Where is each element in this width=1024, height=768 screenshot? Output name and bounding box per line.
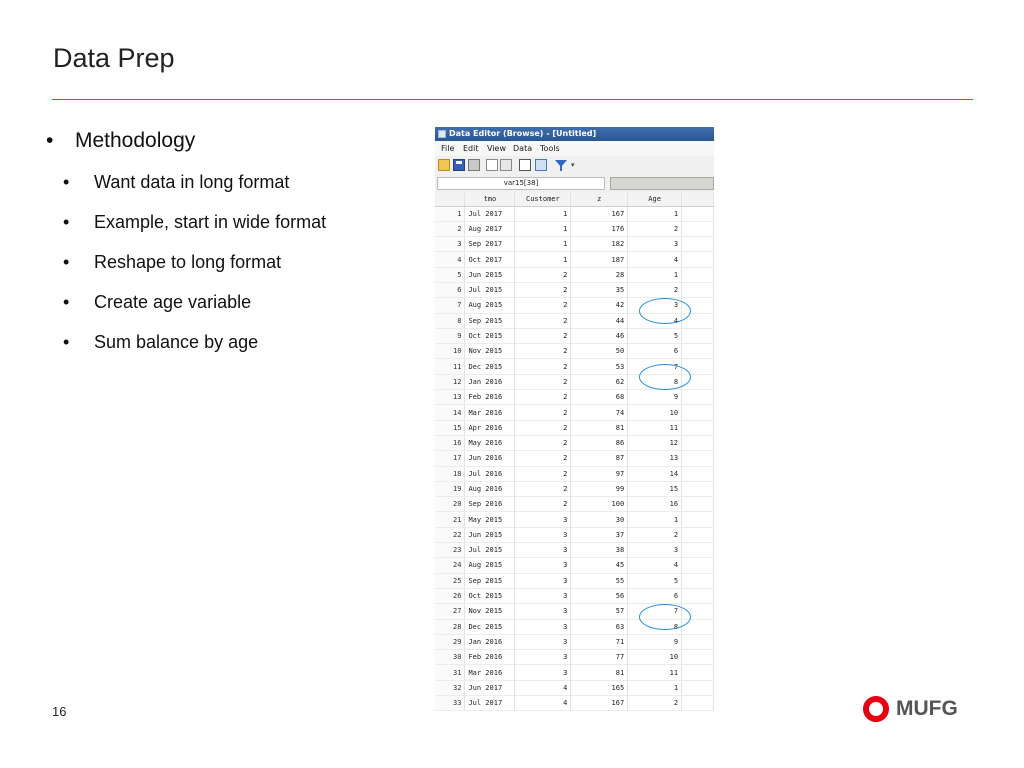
age-cell[interactable]: 15 xyxy=(628,481,682,496)
customer-cell[interactable]: 2 xyxy=(515,451,571,466)
customer-cell[interactable]: 2 xyxy=(515,466,571,481)
variable-bar xyxy=(435,175,714,193)
row-number-cell[interactable]: 17 xyxy=(435,451,465,466)
bullet-dot: • xyxy=(63,292,70,312)
column-header-empty xyxy=(682,193,714,206)
row-number-cell[interactable]: 1 xyxy=(435,206,465,221)
z-cell[interactable]: 53 xyxy=(571,359,628,374)
empty-cell[interactable] xyxy=(682,405,714,420)
sub-bullet-text: Create age variable xyxy=(94,292,252,312)
empty-cell[interactable] xyxy=(682,252,714,267)
customer-cell[interactable]: 2 xyxy=(515,359,571,374)
row-number-cell[interactable]: 11 xyxy=(435,359,465,374)
age-cell[interactable]: 7 xyxy=(628,604,682,619)
age-cell[interactable]: 2 xyxy=(628,282,682,297)
dropdown-icon[interactable]: ▾ xyxy=(571,161,575,169)
tmo-cell[interactable]: Oct 2017 xyxy=(465,252,515,267)
age-cell[interactable]: 3 xyxy=(628,298,682,313)
customer-cell[interactable]: 3 xyxy=(515,604,571,619)
empty-cell[interactable] xyxy=(682,344,714,359)
column-header-z[interactable]: z xyxy=(571,193,628,206)
tmo-cell[interactable]: Jul 2015 xyxy=(465,282,515,297)
customer-cell[interactable]: 3 xyxy=(515,588,571,603)
mufg-logo xyxy=(862,694,974,724)
tmo-cell[interactable]: Oct 2015 xyxy=(465,328,515,343)
table-row[interactable] xyxy=(435,451,714,466)
empty-cell[interactable] xyxy=(682,497,714,512)
row-number-cell[interactable]: 16 xyxy=(435,435,465,450)
table-row[interactable] xyxy=(435,481,714,496)
table-row[interactable] xyxy=(435,497,714,512)
empty-cell[interactable] xyxy=(682,298,714,313)
z-cell[interactable]: 99 xyxy=(571,481,628,496)
title-divider xyxy=(52,99,973,100)
empty-cell[interactable] xyxy=(682,237,714,252)
column-header-customer[interactable]: Customer xyxy=(515,193,571,206)
empty-cell[interactable] xyxy=(682,221,714,236)
z-cell[interactable]: 30 xyxy=(571,512,628,527)
customer-cell[interactable]: 3 xyxy=(515,619,571,634)
row-number-cell[interactable]: 33 xyxy=(435,696,465,711)
page-number: 16 xyxy=(52,704,67,719)
customer-cell[interactable]: 1 xyxy=(515,237,571,252)
customer-cell[interactable]: 2 xyxy=(515,405,571,420)
table-row[interactable] xyxy=(435,359,714,374)
bullet-dot: • xyxy=(63,332,70,352)
empty-cell[interactable] xyxy=(682,390,714,405)
customer-cell[interactable]: 2 xyxy=(515,481,571,496)
z-cell[interactable]: 68 xyxy=(571,390,628,405)
row-number-cell[interactable]: 32 xyxy=(435,680,465,695)
copy-icon[interactable] xyxy=(486,159,498,171)
customer-cell[interactable]: 2 xyxy=(515,497,571,512)
row-number-cell[interactable]: 7 xyxy=(435,298,465,313)
table-row[interactable] xyxy=(435,221,714,236)
z-cell[interactable]: 63 xyxy=(571,619,628,634)
customer-cell[interactable]: 2 xyxy=(515,374,571,389)
age-cell[interactable]: 3 xyxy=(628,237,682,252)
data-editor-icon xyxy=(438,130,446,138)
row-number-cell[interactable]: 18 xyxy=(435,466,465,481)
table-row[interactable] xyxy=(435,512,714,527)
table-row[interactable] xyxy=(435,634,714,649)
age-cell[interactable]: 4 xyxy=(628,252,682,267)
z-cell[interactable]: 81 xyxy=(571,420,628,435)
z-cell[interactable]: 37 xyxy=(571,527,628,542)
age-cell[interactable]: 9 xyxy=(628,634,682,649)
row-number-cell[interactable]: 19 xyxy=(435,481,465,496)
tmo-cell[interactable]: Jul 2017 xyxy=(465,206,515,221)
tmo-cell[interactable]: May 2015 xyxy=(465,512,515,527)
tmo-cell[interactable]: Sep 2015 xyxy=(465,573,515,588)
age-cell[interactable]: 6 xyxy=(628,588,682,603)
age-cell[interactable]: 1 xyxy=(628,512,682,527)
tmo-cell[interactable]: Aug 2015 xyxy=(465,298,515,313)
row-number-cell[interactable]: 24 xyxy=(435,558,465,573)
table-row[interactable] xyxy=(435,527,714,542)
z-cell[interactable]: 167 xyxy=(571,696,628,711)
age-cell[interactable]: 6 xyxy=(628,344,682,359)
age-cell[interactable]: 14 xyxy=(628,466,682,481)
age-cell[interactable]: 8 xyxy=(628,374,682,389)
row-number-cell[interactable]: 29 xyxy=(435,634,465,649)
empty-cell[interactable] xyxy=(682,451,714,466)
empty-cell[interactable] xyxy=(682,696,714,711)
customer-cell[interactable]: 3 xyxy=(515,650,571,665)
menu-edit[interactable]: Edit xyxy=(463,144,479,153)
tmo-cell[interactable]: Nov 2015 xyxy=(465,344,515,359)
empty-cell[interactable] xyxy=(682,466,714,481)
empty-cell[interactable] xyxy=(682,558,714,573)
row-number-cell[interactable]: 2 xyxy=(435,221,465,236)
z-cell[interactable]: 100 xyxy=(571,497,628,512)
mufg-ring-icon xyxy=(863,696,889,722)
customer-cell[interactable]: 3 xyxy=(515,634,571,649)
table-row[interactable] xyxy=(435,573,714,588)
empty-cell[interactable] xyxy=(682,481,714,496)
z-cell[interactable]: 46 xyxy=(571,328,628,343)
table-row[interactable] xyxy=(435,665,714,680)
z-cell[interactable]: 56 xyxy=(571,588,628,603)
table-row[interactable] xyxy=(435,696,714,711)
empty-cell[interactable] xyxy=(682,634,714,649)
table-row[interactable] xyxy=(435,619,714,634)
empty-cell[interactable] xyxy=(682,573,714,588)
menu-file[interactable]: File xyxy=(441,144,455,153)
row-number-cell[interactable]: 30 xyxy=(435,650,465,665)
slide-title: Data Prep xyxy=(53,43,175,73)
empty-cell[interactable] xyxy=(682,527,714,542)
table-row[interactable] xyxy=(435,206,714,221)
empty-cell[interactable] xyxy=(682,282,714,297)
browse-mode-icon[interactable] xyxy=(535,159,547,171)
mufg-wordmark: MUFG xyxy=(896,697,958,720)
customer-cell[interactable]: 3 xyxy=(515,665,571,680)
z-cell[interactable]: 45 xyxy=(571,558,628,573)
table-body xyxy=(435,206,714,711)
age-cell[interactable]: 4 xyxy=(628,313,682,328)
empty-cell[interactable] xyxy=(682,206,714,221)
z-cell[interactable]: 71 xyxy=(571,634,628,649)
z-cell[interactable]: 50 xyxy=(571,344,628,359)
row-number-cell[interactable]: 26 xyxy=(435,588,465,603)
row-number-cell[interactable]: 13 xyxy=(435,390,465,405)
table-row[interactable] xyxy=(435,650,714,665)
customer-cell[interactable]: 2 xyxy=(515,435,571,450)
age-cell[interactable]: 12 xyxy=(628,435,682,450)
customer-cell[interactable]: 4 xyxy=(515,696,571,711)
tmo-cell[interactable]: Sep 2017 xyxy=(465,237,515,252)
row-number-cell[interactable]: 31 xyxy=(435,665,465,680)
customer-cell[interactable]: 2 xyxy=(515,328,571,343)
tmo-cell[interactable]: Feb 2016 xyxy=(465,650,515,665)
tmo-cell[interactable]: Aug 2017 xyxy=(465,221,515,236)
menu-view[interactable]: View xyxy=(487,144,506,153)
age-cell[interactable]: 10 xyxy=(628,405,682,420)
table-row[interactable] xyxy=(435,344,714,359)
tmo-cell[interactable]: Jun 2016 xyxy=(465,451,515,466)
editor-menubar xyxy=(435,141,714,156)
bullet-text: Methodology xyxy=(75,129,196,152)
z-cell[interactable]: 176 xyxy=(571,221,628,236)
editor-toolbar xyxy=(435,156,714,175)
z-cell[interactable]: 44 xyxy=(571,313,628,328)
empty-cell[interactable] xyxy=(682,588,714,603)
tmo-cell[interactable]: Nov 2015 xyxy=(465,604,515,619)
z-cell[interactable]: 35 xyxy=(571,282,628,297)
tmo-cell[interactable]: Aug 2015 xyxy=(465,558,515,573)
edit-mode-icon[interactable] xyxy=(519,159,531,171)
empty-cell[interactable] xyxy=(682,512,714,527)
sub-bullet-text: Sum balance by age xyxy=(94,332,259,352)
empty-cell[interactable] xyxy=(682,665,714,680)
row-number-cell[interactable]: 22 xyxy=(435,527,465,542)
age-cell[interactable]: 8 xyxy=(628,619,682,634)
empty-cell[interactable] xyxy=(682,650,714,665)
row-number-cell[interactable]: 27 xyxy=(435,604,465,619)
age-cell[interactable]: 5 xyxy=(628,573,682,588)
empty-cell[interactable] xyxy=(682,543,714,558)
tmo-cell[interactable]: Mar 2016 xyxy=(465,405,515,420)
paste-icon[interactable] xyxy=(500,159,512,171)
save-icon[interactable] xyxy=(453,159,465,171)
tmo-cell[interactable]: Dec 2015 xyxy=(465,619,515,634)
sub-bullet-text: Example, start in wide format xyxy=(94,212,327,232)
customer-cell[interactable]: 3 xyxy=(515,558,571,573)
empty-cell[interactable] xyxy=(682,359,714,374)
tmo-cell[interactable]: Dec 2015 xyxy=(465,359,515,374)
empty-cell[interactable] xyxy=(682,374,714,389)
row-number-cell[interactable]: 6 xyxy=(435,282,465,297)
z-cell[interactable]: 86 xyxy=(571,435,628,450)
tmo-cell[interactable]: Jul 2017 xyxy=(465,696,515,711)
table-row[interactable] xyxy=(435,435,714,450)
column-header-tmo[interactable]: tmo xyxy=(465,193,515,206)
z-cell[interactable]: 38 xyxy=(571,543,628,558)
age-cell[interactable]: 4 xyxy=(628,558,682,573)
customer-cell[interactable]: 4 xyxy=(515,680,571,695)
bullet-dot: • xyxy=(63,252,70,272)
row-number-cell[interactable]: 20 xyxy=(435,497,465,512)
z-cell[interactable]: 74 xyxy=(571,405,628,420)
tmo-cell[interactable]: May 2016 xyxy=(465,435,515,450)
empty-cell[interactable] xyxy=(682,420,714,435)
variable-name-box[interactable]: var15[38] xyxy=(437,177,605,190)
z-cell[interactable]: 57 xyxy=(571,604,628,619)
table-row[interactable] xyxy=(435,298,714,313)
customer-cell[interactable]: 3 xyxy=(515,527,571,542)
empty-cell[interactable] xyxy=(682,604,714,619)
table-row[interactable] xyxy=(435,282,714,297)
editor-window-title: Data Editor (Browse) - [Untitled] xyxy=(449,129,597,138)
table-row[interactable] xyxy=(435,237,714,252)
editor-titlebar[interactable] xyxy=(435,127,714,141)
customer-cell[interactable]: 3 xyxy=(515,512,571,527)
age-cell[interactable]: 11 xyxy=(628,420,682,435)
customer-cell[interactable]: 2 xyxy=(515,420,571,435)
row-number-cell[interactable]: 28 xyxy=(435,619,465,634)
tmo-cell[interactable]: Aug 2016 xyxy=(465,481,515,496)
customer-cell[interactable]: 3 xyxy=(515,543,571,558)
customer-cell[interactable]: 1 xyxy=(515,252,571,267)
customer-cell[interactable]: 2 xyxy=(515,267,571,282)
tmo-cell[interactable]: Jun 2015 xyxy=(465,527,515,542)
customer-cell[interactable]: 2 xyxy=(515,390,571,405)
age-cell[interactable]: 2 xyxy=(628,527,682,542)
row-number-cell[interactable]: 10 xyxy=(435,344,465,359)
table-row[interactable] xyxy=(435,588,714,603)
z-cell[interactable]: 81 xyxy=(571,665,628,680)
empty-cell[interactable] xyxy=(682,619,714,634)
data-table xyxy=(435,193,714,711)
bullet-dot: • xyxy=(46,129,54,152)
tmo-cell[interactable]: Jun 2015 xyxy=(465,267,515,282)
row-number-header xyxy=(435,193,465,206)
age-cell[interactable]: 3 xyxy=(628,543,682,558)
z-cell[interactable]: 182 xyxy=(571,237,628,252)
z-cell[interactable]: 62 xyxy=(571,374,628,389)
table-row[interactable] xyxy=(435,328,714,343)
z-cell[interactable]: 167 xyxy=(571,206,628,221)
age-cell[interactable]: 1 xyxy=(628,267,682,282)
age-cell[interactable]: 9 xyxy=(628,390,682,405)
row-number-cell[interactable]: 5 xyxy=(435,267,465,282)
age-cell[interactable]: 11 xyxy=(628,665,682,680)
z-cell[interactable]: 77 xyxy=(571,650,628,665)
menu-tools[interactable]: Tools xyxy=(540,144,560,153)
table-row[interactable] xyxy=(435,420,714,435)
table-row[interactable] xyxy=(435,405,714,420)
z-cell[interactable]: 28 xyxy=(571,267,628,282)
sub-bullet-text: Reshape to long format xyxy=(94,252,282,272)
empty-cell[interactable] xyxy=(682,328,714,343)
z-cell[interactable]: 97 xyxy=(571,466,628,481)
tmo-cell[interactable]: Feb 2016 xyxy=(465,390,515,405)
row-number-cell[interactable]: 25 xyxy=(435,573,465,588)
table-row[interactable] xyxy=(435,466,714,481)
tmo-cell[interactable]: Apr 2016 xyxy=(465,420,515,435)
table-row[interactable] xyxy=(435,267,714,282)
table-row[interactable] xyxy=(435,558,714,573)
tmo-cell[interactable]: Jul 2016 xyxy=(465,466,515,481)
header-row xyxy=(435,193,714,206)
row-number-cell[interactable]: 3 xyxy=(435,237,465,252)
z-cell[interactable]: 42 xyxy=(571,298,628,313)
customer-cell[interactable]: 2 xyxy=(515,282,571,297)
tmo-cell[interactable]: Jan 2016 xyxy=(465,634,515,649)
menu-data[interactable]: Data xyxy=(513,144,533,153)
bullet-dot: • xyxy=(63,172,70,192)
row-number-cell[interactable]: 23 xyxy=(435,543,465,558)
row-number-cell[interactable]: 15 xyxy=(435,420,465,435)
data-editor-window xyxy=(435,127,714,712)
age-cell[interactable]: 1 xyxy=(628,206,682,221)
age-cell[interactable]: 7 xyxy=(628,359,682,374)
empty-cell[interactable] xyxy=(682,680,714,695)
column-header-age[interactable]: Age xyxy=(628,193,682,206)
empty-cell[interactable] xyxy=(682,313,714,328)
empty-cell[interactable] xyxy=(682,267,714,282)
customer-cell[interactable]: 2 xyxy=(515,298,571,313)
table-row[interactable] xyxy=(435,374,714,389)
tmo-cell[interactable]: Sep 2015 xyxy=(465,313,515,328)
tmo-cell[interactable]: Mar 2016 xyxy=(465,665,515,680)
customer-cell[interactable]: 2 xyxy=(515,344,571,359)
age-cell[interactable]: 2 xyxy=(628,221,682,236)
customer-cell[interactable]: 2 xyxy=(515,313,571,328)
customer-cell[interactable]: 1 xyxy=(515,206,571,221)
age-cell[interactable]: 1 xyxy=(628,680,682,695)
age-cell[interactable]: 13 xyxy=(628,451,682,466)
row-number-cell[interactable]: 12 xyxy=(435,374,465,389)
table-row[interactable] xyxy=(435,543,714,558)
tmo-cell[interactable]: Oct 2015 xyxy=(465,588,515,603)
z-cell[interactable]: 87 xyxy=(571,451,628,466)
customer-cell[interactable]: 1 xyxy=(515,221,571,236)
tmo-cell[interactable]: Jun 2017 xyxy=(465,680,515,695)
print-icon[interactable] xyxy=(468,159,480,171)
table-row[interactable] xyxy=(435,680,714,695)
age-cell[interactable]: 16 xyxy=(628,497,682,512)
age-cell[interactable]: 2 xyxy=(628,696,682,711)
age-cell[interactable]: 10 xyxy=(628,650,682,665)
table-row[interactable] xyxy=(435,313,714,328)
age-cell[interactable]: 5 xyxy=(628,328,682,343)
open-icon[interactable] xyxy=(438,159,450,171)
bullet-dot: • xyxy=(63,212,70,232)
data-grid xyxy=(435,193,714,712)
row-number-cell[interactable]: 14 xyxy=(435,405,465,420)
filter-icon[interactable] xyxy=(555,160,567,171)
customer-cell[interactable]: 3 xyxy=(515,573,571,588)
table-row[interactable] xyxy=(435,252,714,267)
table-row[interactable] xyxy=(435,604,714,619)
sub-bullet-text: Want data in long format xyxy=(94,172,290,192)
tmo-cell[interactable]: Jan 2016 xyxy=(465,374,515,389)
row-number-cell[interactable]: 4 xyxy=(435,252,465,267)
z-cell[interactable]: 165 xyxy=(571,680,628,695)
row-number-cell[interactable]: 8 xyxy=(435,313,465,328)
z-cell[interactable]: 55 xyxy=(571,573,628,588)
tmo-cell[interactable]: Sep 2016 xyxy=(465,497,515,512)
empty-cell[interactable] xyxy=(682,435,714,450)
row-number-cell[interactable]: 21 xyxy=(435,512,465,527)
tmo-cell[interactable]: Jul 2015 xyxy=(465,543,515,558)
table-row[interactable] xyxy=(435,390,714,405)
cell-value-input[interactable] xyxy=(610,177,714,190)
row-number-cell[interactable]: 9 xyxy=(435,328,465,343)
z-cell[interactable]: 187 xyxy=(571,252,628,267)
